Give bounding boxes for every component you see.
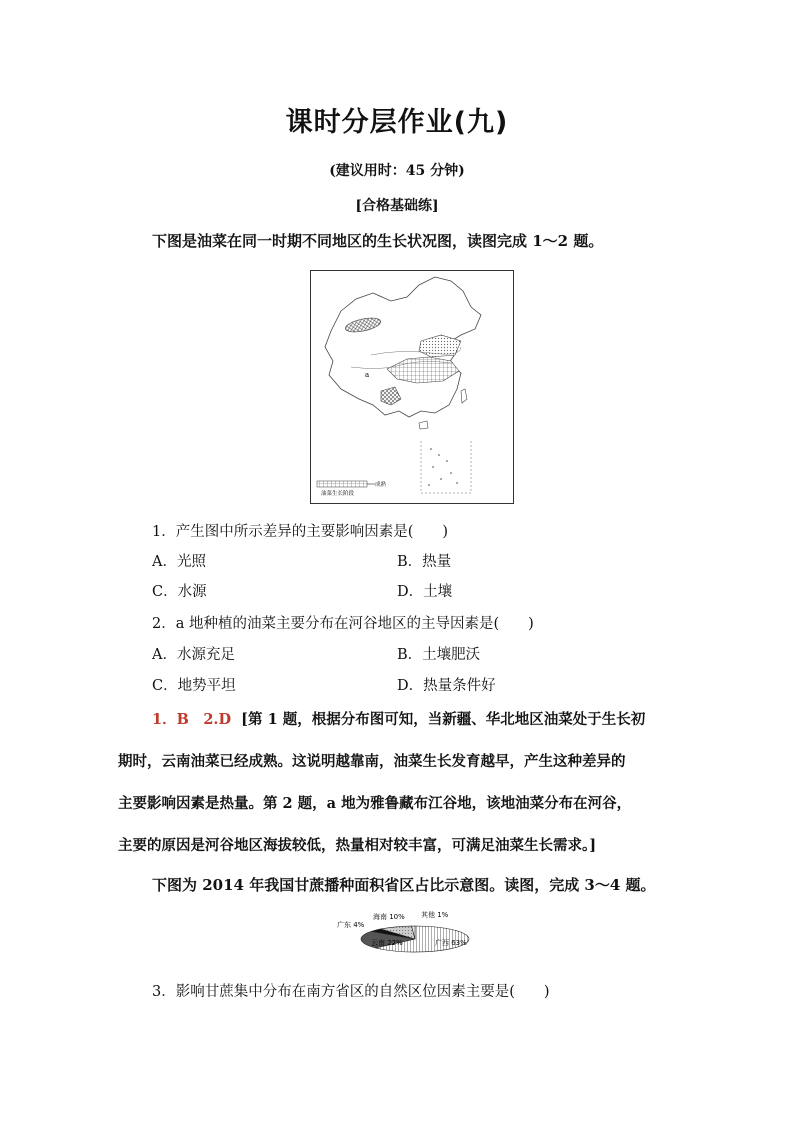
answer-line-2: 期时，云南油菜已经成熟。这说明越靠南，油菜生长发育越早，产生这种差异的 bbox=[118, 753, 626, 770]
question-3-stem: 3．影响甘蔗集中分布在南方省区的自然区位因素主要是( ) bbox=[152, 984, 550, 1000]
question-2-option-a: A．水源充足 bbox=[152, 647, 235, 663]
pie-label-yunnan: 云南 22% bbox=[371, 939, 403, 947]
question-2-stem: 2．a 地种植的油菜主要分布在河谷地区的主导因素是( ) bbox=[152, 616, 534, 632]
answer-key: 1．B 2.D bbox=[152, 711, 232, 728]
question-1-stem: 1．产生图中所示差异的主要影响因素是( ) bbox=[152, 524, 449, 540]
answer-line-1 bbox=[152, 708, 645, 729]
intro-paragraph-1: 下图是油菜在同一时期不同地区的生长状况图，读图完成 1～2 题。 bbox=[152, 232, 604, 250]
answer-line-4: 主要的原因是河谷地区海拔较低，热量相对较丰富，可满足油菜生长需求。] bbox=[118, 837, 597, 854]
legend-mature-label: 成熟 bbox=[375, 482, 387, 488]
pie-svg bbox=[335, 905, 495, 957]
legend-caption: 油菜生长阶段 bbox=[321, 491, 355, 497]
pie-label-other: 其他 1% bbox=[421, 911, 449, 919]
answer-text-1: [第 1 题，根据分布图可知，当新疆、华北地区油菜处于生长初 bbox=[241, 711, 646, 728]
page-title: 课时分层作业(九) bbox=[285, 107, 509, 138]
pie-label-guangxi: 广西 63% bbox=[435, 939, 467, 947]
rapeseed-growth-map bbox=[310, 270, 514, 504]
question-2-option-b: B．土壤肥沃 bbox=[397, 647, 481, 663]
question-1-option-a: A．光照 bbox=[152, 554, 206, 570]
island-taiwan bbox=[461, 389, 467, 403]
pie-label-guangdong: 广东 4% bbox=[337, 921, 365, 929]
question-2-option-d: D．热量条件好 bbox=[397, 678, 496, 694]
intro-paragraph-2: 下图为 2014 年我国甘蔗播种面积省区占比示意图。读图，完成 3～4 题。 bbox=[152, 876, 656, 894]
question-1-option-b: B．热量 bbox=[397, 554, 452, 570]
pie-label-hainan: 海南 10% bbox=[373, 913, 405, 921]
time-note: (建议用时：45 分钟) bbox=[329, 163, 465, 179]
china-map-illustration bbox=[311, 271, 513, 503]
answer-line-3: 主要影响因素是热量。第 2 题，a 地为雅鲁藏布江谷地，该地油菜分布在河谷， bbox=[118, 795, 632, 812]
question-1-option-d: D．土壤 bbox=[397, 584, 453, 600]
question-2-option-c: C．地势平坦 bbox=[152, 678, 236, 694]
section-heading: [合格基础练] bbox=[355, 198, 439, 214]
sugarcane-pie-chart bbox=[335, 905, 495, 957]
map-point-a: a bbox=[365, 371, 370, 379]
question-1-option-c: C．水源 bbox=[152, 584, 207, 600]
island-hainan bbox=[419, 421, 428, 429]
sea-islands bbox=[428, 448, 458, 486]
